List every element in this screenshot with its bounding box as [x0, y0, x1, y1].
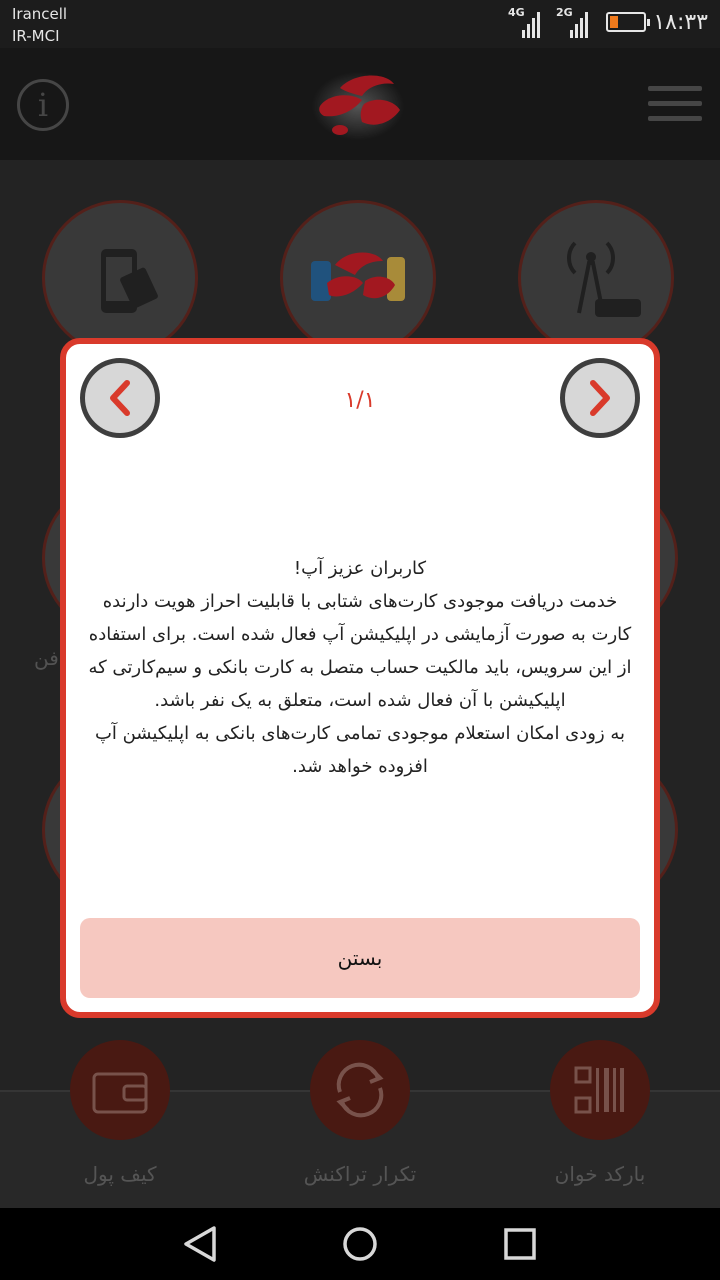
- close-button[interactable]: بستن: [80, 918, 640, 998]
- dialog-message: [82, 552, 638, 783]
- network-type-2: 2G: [556, 6, 573, 19]
- network-type-1: 4G: [508, 6, 525, 19]
- carrier-name-1: Irancell: [12, 5, 68, 23]
- tile-label-fragment: فن: [34, 646, 59, 670]
- dialog-footer: به زودی امکان استعلام موجودی تمامی کارت‌های بانکی به اپلیکیشن آپ افزوده خواهد شد.: [89, 723, 626, 777]
- dialog-greeting: کاربران عزیز آپ!: [293, 558, 427, 579]
- info-icon[interactable]: i: [17, 79, 69, 131]
- system-nav-bar: [0, 1208, 720, 1280]
- signal-4g-icon: [508, 6, 542, 38]
- back-triangle-icon[interactable]: [180, 1224, 220, 1264]
- dialog-pager: ۱/۱: [344, 388, 376, 413]
- recents-square-icon[interactable]: [500, 1224, 540, 1264]
- dialog-body: خدمت دریافت موجودی کارت‌های شتابی با قابلیت احراز هویت دارنده کارت به صورت آزمایشی در اپلیکیشن آپ فعال شده است. برای استفاده از این سرویس، باید مالکیت حساب متصل به کارت بانکی و سیم‌کارتی که اپلیکیشن با آن فعال شده است، متعلق به یک نفر باشد.: [82, 591, 632, 711]
- info-dialog: [60, 338, 660, 1018]
- wallet-label: کیف پول: [83, 1162, 157, 1186]
- home-circle-icon[interactable]: [340, 1224, 380, 1264]
- carrier-name-2: IR-MCI: [12, 27, 60, 45]
- battery-icon: [606, 12, 646, 32]
- signal-2g-icon: [556, 6, 590, 38]
- barcode-reader-label: بارکد خوان: [554, 1162, 646, 1186]
- status-clock: ۱۸:۳۳: [653, 10, 708, 35]
- status-bar: [0, 0, 720, 48]
- repeat-transaction-label: تکرار تراکنش: [303, 1162, 417, 1186]
